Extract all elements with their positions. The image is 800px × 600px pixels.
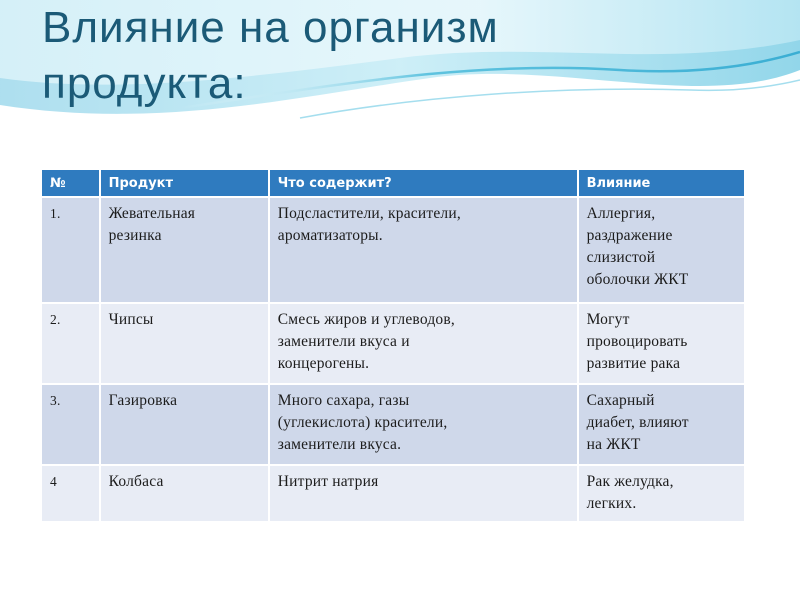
row-contains: Смесь жиров и углеводов, заменители вкуса и концерогены. (270, 304, 577, 383)
table-row (42, 466, 744, 521)
row-product: Газировка (101, 385, 268, 464)
row-number: 2. (42, 304, 99, 383)
row-effect: Сахарный диабет, влияют на ЖКТ (579, 385, 744, 464)
row-product: Жевательная резинка (101, 198, 268, 302)
row-contains: Много сахара, газы (углекислота) красители, заменители вкуса. (270, 385, 577, 464)
title-line-1: Влияние на организм (42, 3, 499, 52)
table-row (42, 304, 744, 383)
header-contains: Что содержит? (270, 170, 577, 196)
row-effect: Могут провоцировать развитие рака (579, 304, 744, 383)
title-line-2: продукта: (42, 59, 247, 108)
row-contains: Нитрит натрия (270, 466, 577, 521)
row-number: 3. (42, 385, 99, 464)
row-number: 4 (42, 466, 99, 521)
header-product: Продукт (101, 170, 268, 196)
slide-title (42, 0, 742, 112)
products-table (40, 168, 746, 523)
row-effect: Аллергия, раздражение слизистой оболочки ЖКТ (579, 198, 744, 302)
row-product: Колбаса (101, 466, 268, 521)
row-effect: Рак желудка, легких. (579, 466, 744, 521)
row-product: Чипсы (101, 304, 268, 383)
table-row (42, 198, 744, 302)
row-number: 1. (42, 198, 99, 302)
table-row (42, 385, 744, 464)
products-table-container (40, 168, 746, 523)
row-contains: Подсластители, красители, ароматизаторы. (270, 198, 577, 302)
table-header-row (42, 170, 744, 196)
header-number: № (42, 170, 99, 196)
header-effect: Влияние (579, 170, 744, 196)
